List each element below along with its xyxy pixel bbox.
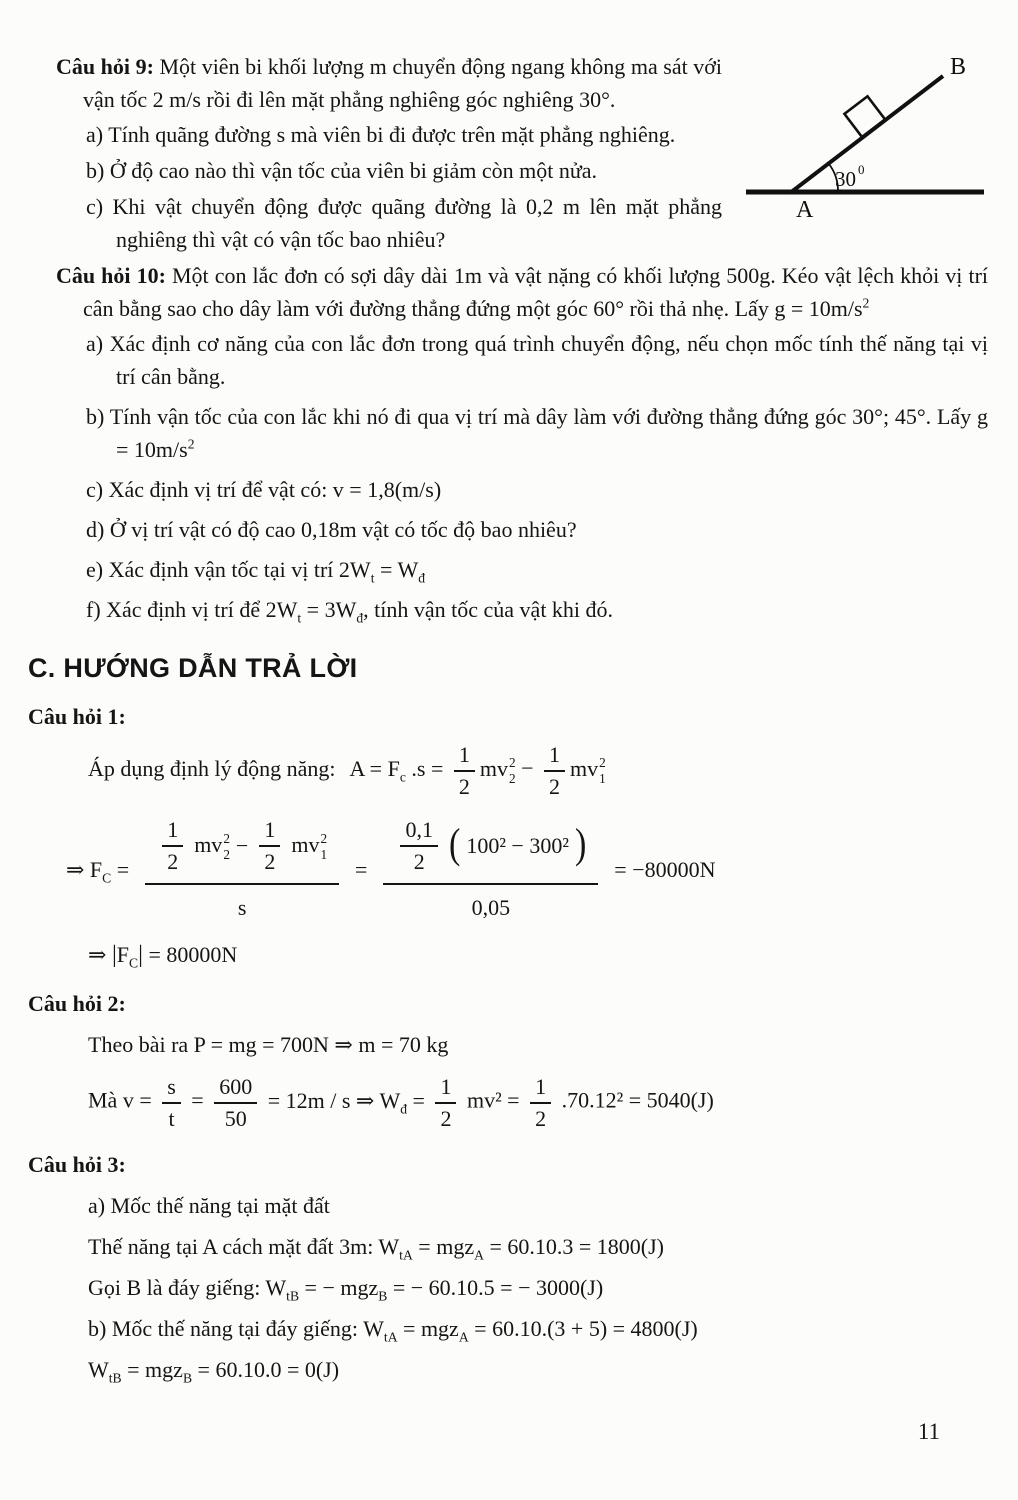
- text-run: b) Tính vận tốc của con lắc khi nó đi qua vị trí mà dây làm với đường thẳng đứng góc 30°; 45°. Lấy g = 10m/s: [86, 404, 988, 462]
- minus-sign: −: [235, 833, 249, 858]
- text-run: = W: [374, 557, 419, 582]
- exponent: 2: [223, 831, 230, 847]
- fraction-denominator: 2: [264, 848, 276, 874]
- answer-1-line-1: [28, 741, 988, 800]
- text-run: ⇒ F: [66, 856, 103, 882]
- subscript: C: [102, 869, 112, 885]
- incline-diagram: [738, 52, 988, 224]
- text-run: Mà v =: [88, 1087, 152, 1113]
- subscript: 2: [223, 847, 230, 863]
- text-run: .s =: [411, 755, 444, 781]
- result-run: = 60.10.3 = 1800(J): [483, 1234, 664, 1259]
- abs-bar: |: [138, 941, 143, 968]
- big-fraction-denominator: 0,05: [471, 895, 511, 920]
- close-paren: ): [574, 821, 587, 868]
- result-run: .70.12² = 5040(J): [561, 1087, 714, 1113]
- text-run: mv: [570, 755, 599, 781]
- result-run: = 60.10.(3 + 5) = 4800(J): [468, 1316, 698, 1341]
- angle-label-sup: 0: [858, 162, 865, 177]
- exponent: 2: [187, 436, 195, 452]
- answer-3-line-4: [28, 1312, 988, 1345]
- text-run: = mgz: [412, 1234, 475, 1259]
- equals-sign: =: [412, 1087, 425, 1113]
- sup-sub-stack: [223, 831, 230, 863]
- text-run: , tính vận tốc của vật khi đó.: [363, 597, 614, 622]
- question-9-item-b: b) Ở độ cao nào thì vận tốc của viên bi giảm còn một nửa.: [86, 158, 598, 183]
- subscript: A: [458, 1329, 469, 1345]
- big-fraction-numerator: [145, 814, 339, 885]
- result-run: = − 60.10.5 = − 3000(J): [387, 1275, 604, 1300]
- fraction: [214, 1073, 257, 1132]
- fraction: [259, 816, 280, 875]
- question-9-intro: Một viên bi khối lượng m chuyển động ngang không ma sát với vận tốc 2 m/s rồi đi lên mặt phẳng nghiêng góc nghiêng 30°.: [83, 54, 723, 112]
- question-10: [28, 259, 988, 626]
- fraction: [454, 741, 475, 800]
- question-9-label: Câu hỏi 9:: [56, 54, 154, 79]
- math-run: [291, 828, 327, 863]
- math-run: [570, 754, 606, 786]
- equals-sign: =: [191, 1087, 204, 1113]
- fraction-denominator: 2: [440, 1105, 452, 1131]
- subscript: t: [297, 610, 302, 626]
- fraction-denominator: 2: [167, 848, 179, 874]
- subscript: tA: [383, 1329, 398, 1345]
- big-fraction: [145, 814, 339, 924]
- answer-1-label: Câu hỏi 1:: [28, 704, 126, 729]
- fraction-denominator: 2: [535, 1105, 547, 1131]
- angle-label: 30: [835, 167, 856, 191]
- subscript: đ: [356, 610, 364, 626]
- big-fraction: [383, 814, 598, 924]
- block-square: [844, 96, 885, 137]
- text-run: e) Xác định vận tốc tại vị trí 2W: [86, 557, 371, 582]
- text-run: 100² − 300²: [466, 833, 569, 858]
- question-9-item-c: c) Khi vật chuyển động được quãng đường là 0,2 m lên mặt phẳng nghiêng thì vật có vận tốc bao nhiêu?: [86, 194, 722, 252]
- question-9-item-a: a) Tính quãng đường s mà viên bi đi được trên mặt phẳng nghiêng.: [86, 122, 676, 147]
- subscript: c: [399, 768, 406, 784]
- fraction: [162, 1073, 181, 1132]
- fraction-denominator: 2: [413, 848, 425, 874]
- math-run: [479, 754, 516, 786]
- minus-sign: −: [521, 755, 534, 781]
- text-run: W: [88, 1357, 109, 1382]
- exponent: 2: [599, 754, 606, 770]
- fraction-denominator: 2: [458, 773, 470, 799]
- text-run: = 3W: [301, 597, 357, 622]
- fraction-numerator: 1: [530, 1073, 551, 1104]
- text-run: A = F: [349, 755, 400, 781]
- subscript: 2: [508, 770, 516, 786]
- subscript: 1: [599, 770, 606, 786]
- page-number: 11: [917, 1419, 940, 1444]
- subscript: A: [474, 1247, 484, 1263]
- text-run: mv: [194, 832, 223, 858]
- text-run: b) Mốc thế năng tại đáy giếng: W: [88, 1316, 384, 1341]
- point-a-label: A: [796, 197, 814, 223]
- text-run: F: [116, 942, 130, 967]
- subscript: 1: [320, 847, 328, 863]
- subscript: C: [129, 955, 139, 971]
- question-10-item-c: c) Xác định vị trí để vật có: v = 1,8(m/s): [86, 477, 442, 502]
- fraction: [435, 1073, 456, 1132]
- text-run: = mgz: [121, 1357, 183, 1382]
- fraction: [530, 1073, 551, 1132]
- math-run: [111, 941, 238, 971]
- result-run: = −80000N: [614, 856, 716, 882]
- math-run: [349, 755, 444, 784]
- formula-lead: Áp dụng định lý động năng:: [88, 755, 336, 781]
- sup-sub-stack: [599, 755, 606, 787]
- fraction-numerator: 1: [544, 741, 565, 772]
- fraction-numerator: 1: [162, 816, 183, 847]
- answer-3-line-1: a) Mốc thế năng tại mặt đất: [88, 1193, 330, 1218]
- answer-1-line-2: [28, 814, 988, 924]
- fraction: [544, 741, 565, 800]
- text-run: mv: [291, 832, 320, 858]
- equals-sign: =: [355, 856, 368, 882]
- subscript: đ: [400, 1100, 408, 1116]
- equals-sign: =: [507, 1087, 520, 1113]
- result-run: = 80000N: [142, 942, 238, 967]
- math-run: [66, 853, 129, 886]
- sup-sub-stack: [320, 831, 327, 863]
- exponent: 2: [508, 754, 516, 770]
- subscript: B: [182, 1370, 193, 1386]
- big-fraction-denominator: s: [237, 895, 247, 920]
- fraction-numerator: 1: [259, 816, 280, 847]
- subscript: đ: [418, 570, 426, 586]
- subscript: tB: [286, 1288, 300, 1304]
- answer-2-line-2: [28, 1073, 988, 1132]
- point-b-label: B: [950, 54, 967, 80]
- question-10-item-e: [28, 553, 988, 586]
- subscript: tB: [108, 1370, 122, 1386]
- fraction-denominator: 2: [549, 773, 560, 799]
- question-10-item-f: [28, 593, 988, 626]
- fraction-numerator: 1: [435, 1073, 456, 1104]
- subscript: t: [370, 570, 375, 586]
- fraction-denominator: t: [168, 1105, 175, 1131]
- text-run: mv: [479, 755, 508, 781]
- question-10-intro-sup: 2: [862, 295, 870, 311]
- fraction: [400, 816, 438, 875]
- text-run: = 12m / s ⇒ W: [267, 1087, 401, 1113]
- question-10-head: [28, 259, 988, 325]
- answer-2-label: Câu hỏi 2:: [28, 991, 126, 1016]
- equals-sign: =: [116, 856, 130, 882]
- text-run: f) Xác định vị trí để 2W: [86, 597, 298, 622]
- text-run: Thế năng tại A cách mặt đất 3m: W: [88, 1234, 400, 1259]
- answer-3-label: Câu hỏi 3:: [28, 1152, 126, 1177]
- fraction-numerator: 1: [454, 741, 475, 772]
- question-10-item-a: a) Xác định cơ năng của con lắc đơn trong quá trình chuyển động, nếu chọn mốc tính thế năng tại vị trí cân bằng.: [86, 331, 988, 389]
- subscript: tA: [399, 1247, 413, 1263]
- result-run: = 60.10.0 = 0(J): [192, 1357, 340, 1382]
- implies-sign: ⇒: [88, 942, 107, 967]
- text-run: mv²: [466, 1087, 502, 1113]
- fraction-numerator: s: [162, 1073, 181, 1104]
- answer-2-line-1: Theo bài ra P = mg = 700N ⇒ m = 70 kg: [88, 1032, 449, 1057]
- text-run: Gọi B là đáy giếng: W: [88, 1275, 287, 1300]
- section-c-title: C. HƯỚNG DẪN TRẢ LỜI: [28, 653, 358, 683]
- fraction: [162, 816, 183, 875]
- question-10-label: Câu hỏi 10:: [56, 263, 166, 288]
- question-10-item-d: d) Ở vị trí vật có độ cao 0,18m vật có tốc độ bao nhiêu?: [86, 517, 577, 542]
- question-10-item-b: [28, 400, 988, 466]
- answer-1-line-3: [28, 938, 988, 971]
- fraction-numerator: 0,1: [400, 816, 438, 847]
- fraction-denominator: 50: [224, 1105, 247, 1131]
- question-10-intro: Một con lắc đơn có sợi dây dài 1m và vật nặng có khối lượng 500g. Kéo vật lệch khỏi vị trí cân bằng sao cho dây làm với đường thẳng đứng một góc 60° rồi thả nhẹ. Lấy g = 10m/s: [83, 263, 989, 321]
- text-run: = mgz: [397, 1316, 459, 1341]
- math-run: [267, 1087, 425, 1116]
- big-fraction-numerator: [383, 814, 598, 885]
- answer-3-line-2: [28, 1230, 988, 1263]
- answer-3-line-3: [28, 1271, 988, 1304]
- sup-sub-stack: [509, 755, 516, 787]
- math-run: [194, 828, 230, 863]
- exponent: 2: [320, 831, 328, 847]
- subscript: B: [378, 1288, 388, 1304]
- open-paren: (: [448, 821, 461, 868]
- text-run: = − mgz: [299, 1275, 379, 1300]
- answer-3-line-5: [28, 1353, 988, 1386]
- abs-bar: |: [111, 941, 117, 968]
- question-9: [28, 50, 988, 256]
- fraction-numerator: 600: [214, 1073, 257, 1104]
